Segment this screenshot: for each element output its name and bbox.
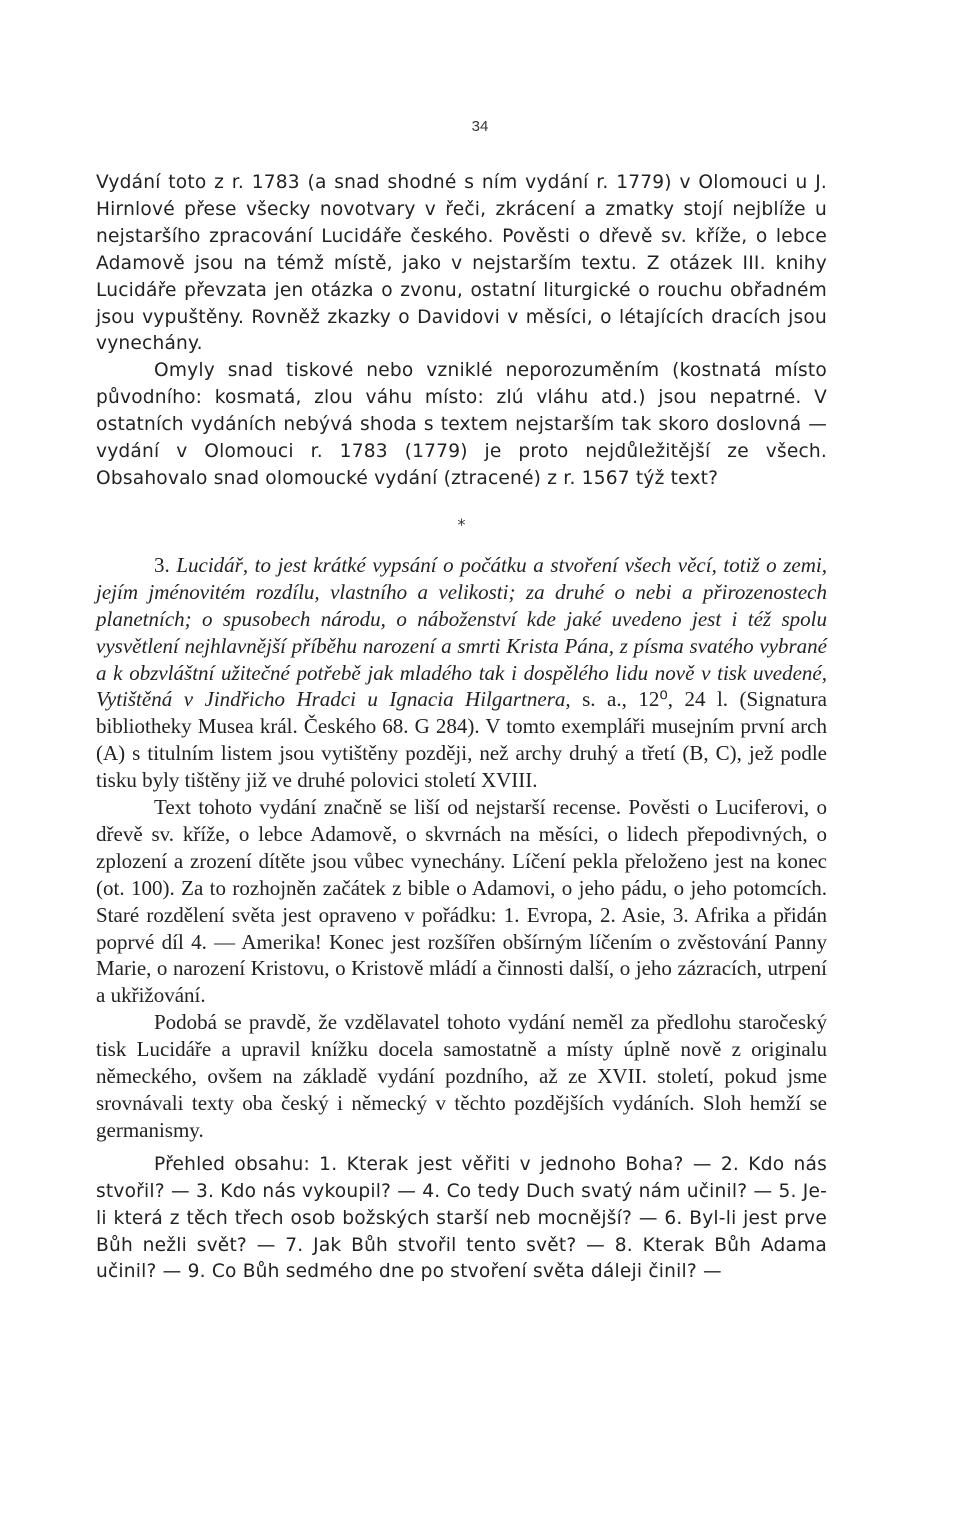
section-divider-asterisk: * (457, 514, 466, 534)
page-number: 34 (471, 118, 489, 135)
paragraph-origin: Podobá se pravdě, že vzdělavatel tohoto vydání neměl za předlohu staročeský tisk Lucidáře a upravil knížku docela samostatně a místy úplně nově z originalu německého, ovšem na základě vydání pozdního, až ze XVII. století, pokud jsme srovnávali texty oba český i německý v těchto pozdějších vydáních. Sloh hemží se germanismy. (96, 1010, 827, 1142)
paragraph-edition-1783: Vydání toto z r. 1783 (a snad shodné s ním vydání r. 1779) v Olomouci u J. Hirnlové přese všecky novotvary v řeči, zkrácení a zmatky stojí nejblíže u nejstaršího zpracování Lucidáře českého. Pověsti o dřevě sv. kříže, o lebce Adamově jsou na témž místě, jako v nejstarším textu. Z otázek III. knihy Lucidáře převzata jen otázka o zvonu, ostatní liturgické o rouchu obřadném jsou vypuštěny. Rovněž zkazky o Davidovi v měsíci, o létajících dracích jsou vynechány. (96, 172, 827, 355)
paragraph-contents-overview: Přehled obsahu: 1. Kterak jest věřiti v jednoho Boha? — 2. Kdo nás stvořil? — 3. Kdo nás vykoupil? — 4. Co tedy Duch svatý nám učinil? — 5. Je-li která z těch třech osob božských starší neb mocnější? — 6. Byl-li jest prve Bůh nežli svět? — 7. Jak Bůh stvořil tento svět? — 8. Kterak Bůh Adama učinil? — 9. Co Bůh sedmého dne po stvoření světa dáleji činil? — (96, 1153, 827, 1283)
book-title: Lucidář, to jest krátké vypsání o počátku a stvoření všech věcí, totiž o zemi, jejím jménovitém rozdílu, vlastního a velikosti; za druhé o nebi a přirozenostech planetních; o spusobech národu, o náboženství kde jaké uvedeno jest i též spolu vysvětlení nejhlavnější příběhu narození a smrti Krista Pána, z písma svatého vybrané a k obzvláštní užitečné potřebě jak mladého tak i dospělého lidu nově v tisk uvedené, Vytištěná v Jindřicho Hradci u Ignacia Hilgartnera, (96, 552, 828, 712)
paragraph-text-differences: Text tohoto vydání značně se liší od nejstarší recense. Pověsti o Luciferovi, o dřevě sv. kříže, o lebce Adamově, o skvrnách na měsíci, o lidech přepodivných, o zplození a zrození dítěte jsou vůbec vynechány. Líčení pekla přeloženo jest na konec (ot. 100). Za to rozhojněn začátek z bible o Adamovi, o jeho pádu, o jeho potomcích. Staré rozdělení světa jest opraveno v pořádku: 1. Evropa, 2. Asie, 3. Afrika a přidán poprvé díl 4. — Amerika! Konec jest rozšířen obšírným líčením o zvěstování Panny Marie, o narození Kristovu, o Kristově mládí a činnosti další, o jeho zázracích, utrpení a ukřižování. (96, 795, 827, 1008)
page-body (96, 170, 827, 1286)
entry-number: 3. (154, 552, 170, 577)
bibliographic-note: s. a., 12⁰, 24 l. (Signatura bibliotheky Musea král. Českého 68. G 284). V tomto exempláři musejním první arch (A) s titulním listem jsou vytištěny později, než archy druhý a třetí (B, C), jež podle tisku byly tištěny již ve druhé polovici století XVIII. (96, 687, 827, 793)
paragraph-edition-3 (96, 552, 827, 794)
paragraph-errors: Omyly snad tiskové nebo vzniklé neporozuměním (kostnatá místo původního: kosmatá, zlou váhu místo: zlú vláhu atd.) jsou nepatrné. V ostatních vydáních nebývá shoda s textem nejstarším tak skoro doslovná — vydání v Olomouci r. 1783 (1779) je proto nejdůležitější ze všech. Obsahovalo snad olomoucké vydání (ztracené) z r. 1567 týž text? (96, 360, 827, 489)
